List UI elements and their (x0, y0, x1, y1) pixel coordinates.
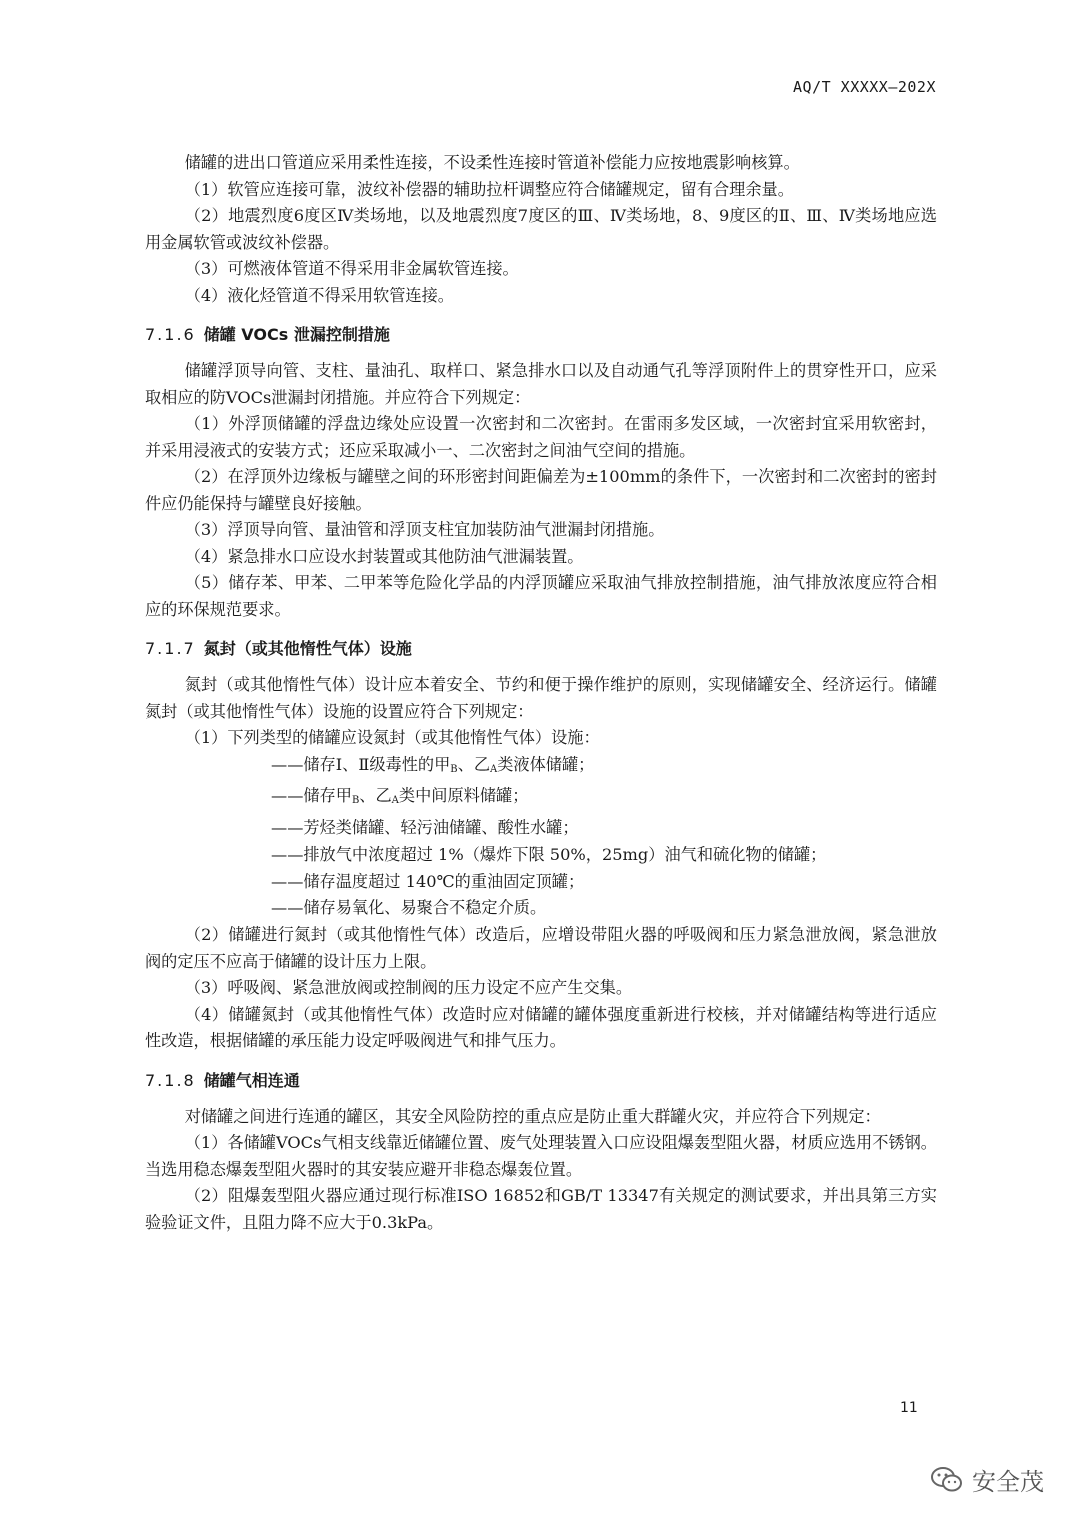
paragraph: （3）浮顶导向管、量油管和浮顶支柱宜加装防油气泄漏封闭措施。 (184, 520, 665, 539)
dash-item: ——芳烃类储罐、轻污油储罐、酸性水罐； (271, 818, 579, 838)
wechat-icon (930, 1465, 964, 1495)
paragraph: （1）下列类型的储罐应设氮封（或其他惰性气体）设施： (184, 728, 600, 747)
section-heading-7-1-7 (145, 636, 937, 662)
paragraph: 储罐的进出口管道应采用柔性连接，不设柔性连接时管道补偿能力应按地震影响核算。 (184, 153, 800, 172)
section-title: 储罐 VOCs 泄漏控制措施 (203, 325, 390, 344)
dash-item: ——储存易氧化、易聚合不稳定介质。 (271, 898, 547, 918)
document-code: AQ/T XXXXX—202X (793, 78, 936, 96)
paragraph: （3）呼吸阀、紧急泄放阀或控制阀的压力设定不应产生交集。 (184, 978, 633, 998)
paragraph: （4）紧急排水口应设水封装置或其他防油气泄漏装置。 (184, 546, 584, 566)
dash-item: ——排放气中浓度超过 1%（爆炸下限 50%，25mg）油气和硫化物的储罐； (271, 844, 827, 864)
paragraph: 储罐浮顶导向管、支柱、量油孔、取样口、紧急排水口以及自动通气孔等浮顶附件上的贯穿性开口，应采取相应的防VOCs泄漏封闭措施。并应符合下列规定： (145, 361, 937, 407)
paragraph: 对储罐之间进行连通的罐区，其安全风险防控的重点应是防止重大群罐火灾，并应符合下列规定： (184, 1106, 881, 1126)
dash-item: ——储存Ⅰ、Ⅱ级毒性的甲$_B$、乙$_A$类液体储罐； (271, 754, 595, 775)
paragraph: （1）各储罐VOCs气相支线靠近储罐位置、废气处理装置入口应设阻爆轰型阻火器，材质应选用不锈钢。当选用稳态爆轰型阻火器时的其安装应避开非稳态爆轰位置。 (145, 1133, 937, 1179)
paragraph: （4）液化烃管道不得采用软管连接。 (184, 285, 454, 305)
paragraph: （2）阻爆轰型阻火器应通过现行标准ISO 16852和GB/T 13347有关规定的测试要求，并出具第三方实验验证文件，且阻力降不应大于0.3kPa。 (145, 1186, 937, 1232)
page-number: 11 (900, 1400, 918, 1416)
paragraph: （2）在浮顶外边缘板与罐壁之间的环形密封间距偏差为±100mm的条件下，一次密封和二次密封的密封件应仍能保持与罐壁良好接触。 (145, 467, 937, 513)
watermark-text: 安全茂 (972, 1468, 1044, 1496)
page-body (145, 150, 937, 1236)
watermark (930, 1462, 1044, 1497)
section-heading-7-1-8 (145, 1068, 937, 1094)
paragraph: （3）可燃液体管道不得采用非金属软管连接。 (184, 259, 519, 278)
paragraph: （5）储存苯、甲苯、二甲苯等危险化学品的内浮顶罐应采取油气排放控制措施，油气排放浓度应符合相应的环保规范要求。 (145, 573, 937, 619)
dash-item: ——储存温度超过 140℃的重油固定顶罐； (271, 871, 585, 891)
section-heading-7-1-6 (145, 322, 937, 348)
paragraph: （4）储罐氮封（或其他惰性气体）改造时应对储罐的罐体强度重新进行校核，并对储罐结构等进行适应性改造，根据储罐的承压能力设定呼吸阀进气和排气压力。 (145, 1004, 937, 1051)
section-number: 7.1.8 (145, 1070, 196, 1090)
paragraph: 氮封（或其他惰性气体）设计应本着安全、节约和便于操作维护的原则，实现储罐安全、经济运行。储罐氮封（或其他惰性气体）设施的设置应符合下列规定： (145, 675, 937, 721)
paragraph: （1）软管应连接可靠，波纹补偿器的辅助拉杆调整应符合储罐规定，留有合理余量。 (184, 179, 794, 199)
section-title: 氮封（或其他惰性气体）设施 (203, 639, 412, 658)
section-title: 储罐气相连通 (203, 1070, 300, 1090)
paragraph: （2）储罐进行氮封（或其他惰性气体）改造后，应增设带阻火器的呼吸阀和压力紧急泄放阀，紧急泄放阀的定压不应高于储罐的设计压力上限。 (145, 925, 937, 971)
paragraph: （1）外浮顶储罐的浮盘边缘处应设置一次密封和二次密封。在雷雨多发区域，一次密封宜采用软密封，并采用浸液式的安装方式；还应采取减小一、二次密封之间油气空间的措施。 (145, 414, 937, 460)
dash-item: ——储存甲$_B$、乙$_A$类中间原料储罐； (271, 786, 529, 807)
paragraph: （2）地震烈度6度区Ⅳ类场地，以及地震烈度7度区的Ⅲ、Ⅳ类场地，8、9度区的Ⅱ、Ⅲ、Ⅳ类场地应选用金属软管或波纹补偿器。 (145, 206, 937, 252)
section-number: 7.1.7 (145, 639, 196, 658)
section-number: 7.1.6 (145, 325, 196, 344)
